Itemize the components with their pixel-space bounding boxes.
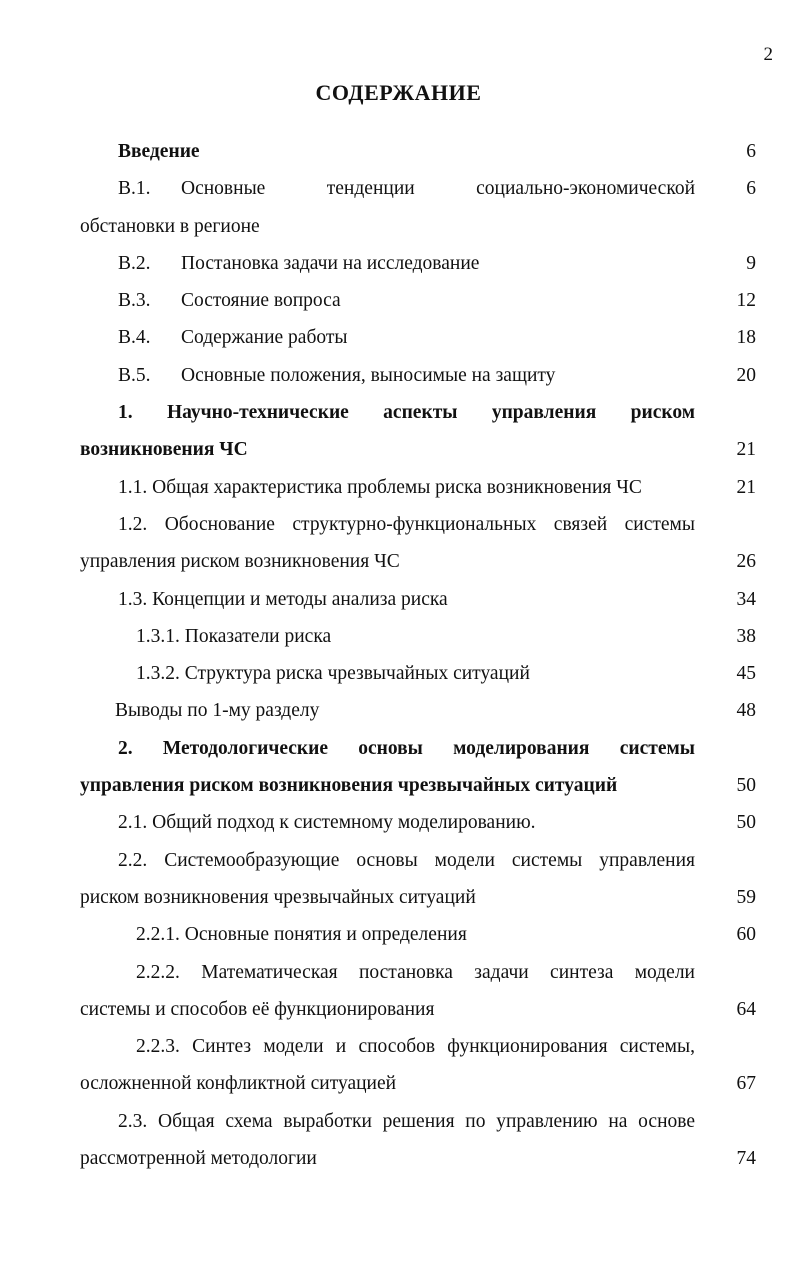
- toc-page: 12: [736, 290, 756, 312]
- toc-label-line2: управления риском возникновения ЧС: [80, 551, 400, 573]
- toc-entry-1-3-2: [0, 660, 797, 697]
- toc-label: 2.1. Общий подход к системному моделированию.: [118, 812, 536, 834]
- toc-entry-v2: [0, 250, 797, 287]
- page-number: 2: [763, 44, 773, 65]
- toc-entry-chapter-1: [0, 399, 797, 436]
- toc-entry-conclusions-1: [0, 697, 797, 734]
- toc-entry-2-2: [0, 847, 797, 884]
- toc-entry-chapter-1-cont: [0, 436, 797, 473]
- toc-entry-2-2-2: [0, 959, 797, 996]
- toc-label-line1: 2. Методологические основы моделирования системы: [118, 737, 695, 759]
- toc-label-line2: обстановки в регионе: [80, 215, 260, 237]
- toc-page: 21: [736, 439, 756, 461]
- toc-label: Основные положения, выносимые на защиту: [181, 364, 556, 386]
- toc-page: 60: [736, 924, 756, 946]
- toc-label: Постановка задачи на исследование: [181, 252, 480, 274]
- toc-entry-v1: [0, 175, 797, 212]
- toc-entry-1-2: [0, 511, 797, 548]
- toc-entry-v5: [0, 362, 797, 399]
- toc-label: 1.3.1. Показатели риска: [136, 625, 332, 647]
- toc-code: В.5.: [118, 364, 151, 386]
- toc-page: 67: [736, 1073, 756, 1095]
- toc-code: В.2.: [118, 252, 151, 274]
- toc-entry-2-2-2-cont: [0, 996, 797, 1033]
- toc-entry-intro: [0, 138, 797, 175]
- table-of-contents: [0, 138, 797, 1182]
- toc-code: В.1.: [118, 178, 151, 200]
- toc-entry-chapter-2-cont: [0, 772, 797, 809]
- toc-page: 9: [746, 252, 756, 274]
- toc-page: 48: [736, 700, 756, 722]
- toc-label: 1.3. Концепции и методы анализа риска: [118, 588, 448, 610]
- toc-page: 18: [736, 327, 756, 349]
- toc-entry-chapter-2: [0, 735, 797, 772]
- toc-label-line2: возникновения ЧС: [80, 439, 248, 461]
- toc-label-line2: рассмотренной методологии: [80, 1148, 317, 1170]
- toc-label: Содержание работы: [181, 327, 348, 349]
- toc-label-line2: управления риском возникновения чрезвычайных ситуаций: [80, 775, 618, 797]
- toc-label-line2: риском возникновения чрезвычайных ситуаций: [80, 886, 476, 908]
- toc-label: Выводы по 1-му разделу: [115, 700, 320, 722]
- toc-label: 2.2.1. Основные понятия и определения: [136, 924, 467, 946]
- toc-label: 1.3.2. Структура риска чрезвычайных ситуаций: [136, 663, 530, 685]
- toc-label-line2: осложненной конфликтной ситуацией: [80, 1073, 397, 1095]
- toc-entry-1-2-cont: [0, 548, 797, 585]
- toc-label-line1: 1. Научно-технические аспекты управления риском: [118, 402, 695, 424]
- toc-label-line1: Основные тенденции социально-экономической: [181, 178, 695, 200]
- toc-label-line1: 2.2. Системообразующие основы модели системы управления: [118, 849, 695, 871]
- toc-entry-2-1: [0, 809, 797, 846]
- toc-label: 1.1. Общая характеристика проблемы риска возникновения ЧС: [118, 476, 642, 498]
- toc-page: 6: [746, 141, 756, 162]
- toc-entry-2-2-1: [0, 921, 797, 958]
- toc-page: 6: [746, 178, 756, 200]
- toc-label: Введение: [118, 141, 200, 162]
- toc-entry-2-3-cont: [0, 1145, 797, 1182]
- toc-label-line1: 2.3. Общая схема выработки решения по управлению на основе: [118, 1110, 695, 1132]
- toc-entry-v1-cont: [0, 213, 797, 250]
- toc-code: В.3.: [118, 290, 151, 312]
- toc-entry-2-2-cont: [0, 884, 797, 921]
- toc-entry-1-1: [0, 474, 797, 511]
- toc-entry-1-3-1: [0, 623, 797, 660]
- toc-entry-v4: [0, 324, 797, 361]
- toc-page: 21: [736, 476, 756, 498]
- toc-label-line1: 1.2. Обоснование структурно-функциональных связей системы: [118, 513, 695, 535]
- toc-label-line1: 2.2.3. Синтез модели и способов функционирования системы,: [136, 1036, 695, 1058]
- toc-page: 20: [736, 364, 756, 386]
- page-title: СОДЕРЖАНИЕ: [315, 80, 482, 105]
- toc-label-line1: 2.2.2. Математическая постановка задачи синтеза модели: [136, 961, 695, 983]
- toc-page: 64: [736, 998, 756, 1020]
- toc-entry-v3: [0, 287, 797, 324]
- toc-page: 26: [736, 551, 756, 573]
- toc-page: 50: [736, 775, 756, 797]
- toc-page: 59: [736, 886, 756, 908]
- toc-label: Состояние вопроса: [181, 290, 341, 312]
- toc-label-line2: системы и способов её функционирования: [80, 998, 435, 1020]
- toc-page: 38: [736, 625, 756, 647]
- toc-code: В.4.: [118, 327, 151, 349]
- toc-page: 74: [736, 1148, 756, 1170]
- toc-page: 50: [736, 812, 756, 834]
- toc-entry-1-3: [0, 586, 797, 623]
- toc-entry-2-2-3: [0, 1033, 797, 1070]
- toc-entry-2-2-3-cont: [0, 1070, 797, 1107]
- toc-page: 45: [736, 663, 756, 685]
- toc-page: 34: [736, 588, 756, 610]
- toc-entry-2-3: [0, 1108, 797, 1145]
